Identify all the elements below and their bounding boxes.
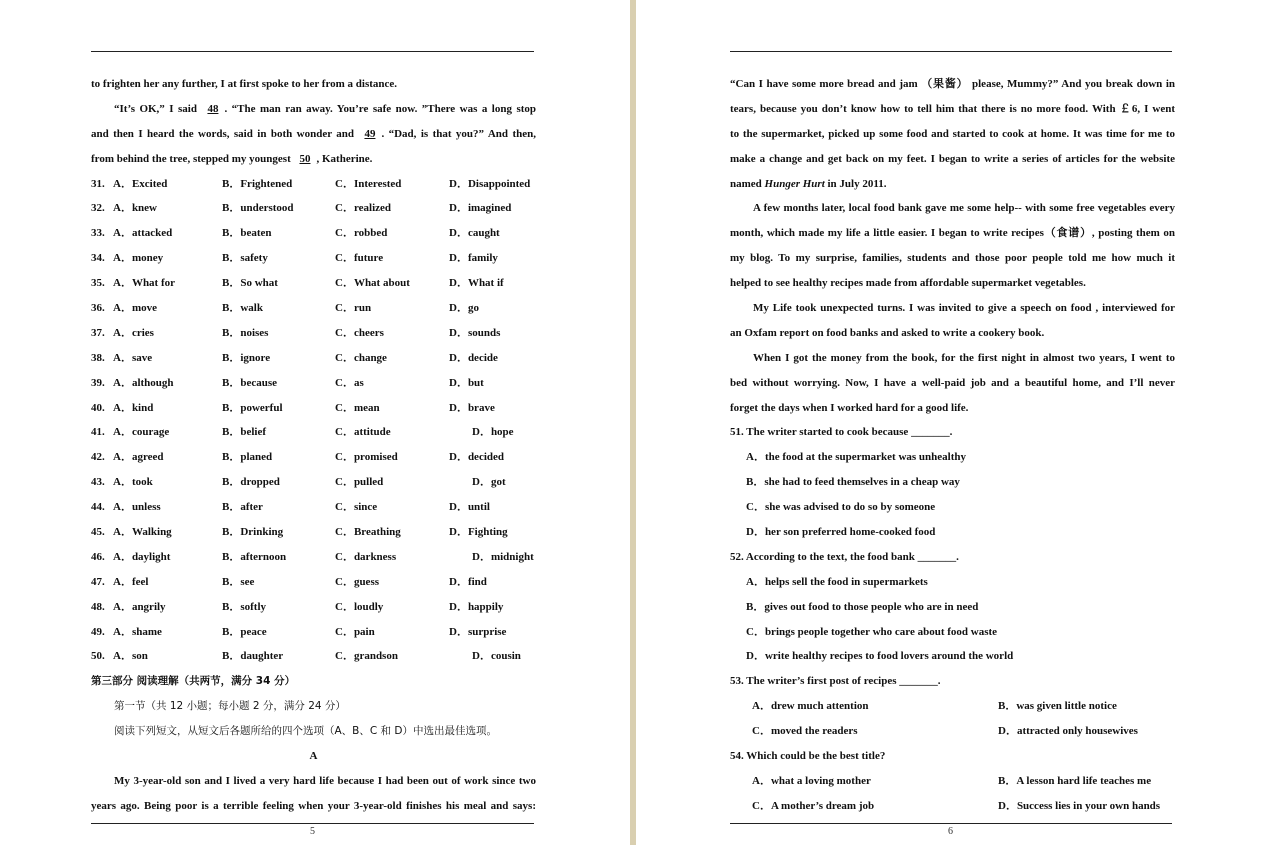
right-page-content (730, 72, 1175, 819)
question-row (91, 296, 536, 321)
option-a: A．Walking (113, 526, 172, 539)
option-d: D．but (449, 376, 484, 389)
option-d: D．got (472, 476, 506, 489)
text-line: month, which made my life a little easier. I began to write recipes（食谱）, posting them on (730, 227, 1175, 240)
option-b: B．safety (222, 252, 268, 265)
option-c: C．Interested (335, 177, 402, 190)
question-number: 40. (91, 401, 105, 414)
question-row (91, 271, 536, 296)
option: B．A lesson hard life teaches me (998, 774, 1152, 787)
option-c: C．robbed (335, 227, 388, 240)
option-a: A．son (113, 650, 148, 663)
question-row (91, 470, 536, 495)
option: A．what a loving mother (752, 774, 871, 787)
text-line: make a change and get back on my feet. I began to write a series of articles for the website (730, 152, 1175, 165)
option: B．she had to feed themselves in a cheap way (746, 476, 960, 489)
question-row (91, 644, 536, 669)
instruction: 阅读下列短文，从短文后各题所给的四个选项（A、B、C 和 D）中选出最佳选项。 (114, 725, 497, 738)
header-rule (91, 51, 534, 52)
option-c: C．mean (335, 401, 380, 414)
option-b: B．after (222, 501, 263, 514)
question-number: 48. (91, 600, 105, 613)
option-c: C．What about (335, 277, 410, 290)
option-c: C．loudly (335, 600, 384, 613)
question-51: 51. The writer started to cook because _______. (730, 426, 953, 439)
page-number: 5 (310, 826, 315, 837)
option-b: B．noises (222, 326, 269, 339)
option: C．moved the readers (752, 725, 858, 738)
option-b: B．ignore (222, 351, 271, 364)
option-d: D．brave (449, 401, 495, 414)
question-row (91, 495, 536, 520)
option-a: A．daylight (113, 550, 171, 563)
right-page (636, 0, 1263, 845)
option: B．gives out food to those people who are in need (746, 600, 979, 613)
option-c: C．darkness (335, 550, 397, 563)
option-a: A．although (113, 376, 174, 389)
option-a: A．move (113, 302, 157, 315)
question-number: 50. (91, 650, 105, 663)
option-b: B．daughter (222, 650, 284, 663)
text-line: “It’s OK,” I said 48 . “The man ran away. You’re safe now. ”There was a long stop (114, 102, 536, 115)
footer-rule (730, 823, 1172, 824)
option-a: A．What for (113, 277, 176, 290)
option: D．her son preferred home-cooked food (746, 526, 936, 539)
option-row (730, 694, 1175, 719)
question-row (91, 595, 536, 620)
question-number: 44. (91, 501, 105, 514)
question-number: 35. (91, 277, 105, 290)
option-c: C．attitude (335, 426, 391, 439)
question-row (91, 545, 536, 570)
option: C．she was advised to do so by someone (746, 501, 936, 514)
option-a: A．agreed (113, 451, 164, 464)
option-row (730, 769, 1175, 794)
text-line: an Oxfam report on food banks and asked to write a cookery book. (730, 326, 1045, 339)
option-a: A．courage (113, 426, 170, 439)
option-d: D．happily (449, 600, 504, 613)
question-number: 49. (91, 625, 105, 638)
option-b: B．planed (222, 451, 273, 464)
question-53-options (730, 694, 1175, 744)
question-number: 37. (91, 326, 105, 339)
option-a: A．attacked (113, 227, 173, 240)
option-row (730, 719, 1175, 744)
option-a: A．save (113, 351, 153, 364)
question-row (91, 570, 536, 595)
option-d: D．Disappointed (449, 177, 531, 190)
option-b: B．softly (222, 600, 266, 613)
cloze-options (91, 172, 536, 670)
question-row (91, 196, 536, 221)
option-b: B．because (222, 376, 277, 389)
text-line: A few months later, local food bank gave me some help-- with some free vegetables every (753, 202, 1175, 215)
option: A．drew much attention (752, 700, 869, 713)
option-a: A．cries (113, 326, 154, 339)
option-d: D．What if (449, 277, 504, 290)
left-page-content (91, 72, 536, 819)
option-c: C．since (335, 501, 378, 514)
question-number: 34. (91, 252, 105, 265)
option-d: D．decided (449, 451, 504, 464)
option-c: C．promised (335, 451, 398, 464)
text-line: my blog. To my surprise, families, students and those poor people told me how much it (730, 252, 1175, 265)
question-row (91, 346, 536, 371)
question-54: 54. Which could be the best title? (730, 750, 886, 763)
text-line: My Life took unexpected turns. I was invited to give a speech on food , interviewed for (753, 302, 1175, 315)
option-c: C．change (335, 351, 387, 364)
question-number: 32. (91, 202, 105, 215)
question-54-options (730, 769, 1175, 819)
question-number: 38. (91, 351, 105, 364)
option-c: C．realized (335, 202, 392, 215)
text-line: named Hunger Hurt in July 2011. (730, 177, 887, 190)
option-a: A．angrily (113, 600, 166, 613)
option: D．write healthy recipes to food lovers around the world (746, 650, 1014, 663)
question-row (91, 172, 536, 197)
option-a: A．shame (113, 625, 162, 638)
page-number: 6 (948, 826, 953, 837)
option-b: B．belief (222, 426, 266, 439)
text-line: forget the days when I worked hard for a good life. (730, 401, 969, 414)
option-d: D．cousin (472, 650, 521, 663)
footer-rule (91, 823, 534, 824)
question-row (91, 620, 536, 645)
question-row (91, 396, 536, 421)
option: D．Success lies in your own hands (998, 799, 1161, 812)
text-line: helped to see healthy recipes made from affordable supermarket vegetables. (730, 277, 1086, 290)
question-number: 39. (91, 376, 105, 389)
option-d: D．surprise (449, 625, 507, 638)
option-d: D．hope (472, 426, 514, 439)
option-c: C．pain (335, 625, 375, 638)
option-d: D．Fighting (449, 526, 508, 539)
option-a: A．unless (113, 501, 161, 514)
question-52: 52. According to the text, the food bank _______. (730, 550, 959, 563)
text-line: When I got the money from the book, for the first night in almost two years, I went to (753, 351, 1175, 364)
text-line: bed without worrying. Now, I have a well-paid job and a beautiful home, and I’ll never (730, 376, 1175, 389)
text-line: to frighten her any further, I at first spoke to her from a distance. (91, 78, 398, 90)
option-d: D．until (449, 501, 490, 514)
text-line: to the supermarket, picked up some food and started to cook at home. It was time for me to (730, 127, 1175, 140)
option-b: B．walk (222, 302, 263, 315)
option-d: D．family (449, 252, 498, 265)
option-b: B．Frightened (222, 177, 293, 190)
option-c: C．pulled (335, 476, 384, 489)
question-number: 46. (91, 550, 105, 563)
question-53: 53. The writer’s first post of recipes _______. (730, 675, 941, 688)
option-d: D．decide (449, 351, 498, 364)
passage-label: A (309, 750, 318, 763)
question-row (91, 371, 536, 396)
option-c: C．run (335, 302, 372, 315)
option: C．brings people together who care about food waste (746, 625, 998, 638)
text-line: years ago. Being poor is a terrible feeling when your 3-year-old finishes his meal and says: (91, 799, 536, 812)
text-line: My 3-year-old son and I lived a very hard life because I had been out of work since two (114, 774, 536, 787)
question-row (91, 420, 536, 445)
option-b: B．Drinking (222, 526, 284, 539)
left-page (0, 0, 630, 845)
option: B．was given little notice (998, 700, 1117, 713)
text-line: “Can I have some more bread and jam （果酱） please, Mummy?” And you break down in (730, 78, 1175, 90)
option: A．helps sell the food in supermarkets (746, 575, 928, 588)
text-line: from behind the tree, stepped my youngest 50 , Katherine. (91, 152, 373, 165)
question-number: 47. (91, 575, 105, 588)
question-row (91, 520, 536, 545)
option-b: B．peace (222, 625, 267, 638)
option: C．A mother’s dream job (752, 799, 875, 812)
question-52-options (730, 570, 1175, 670)
question-51-options (730, 445, 1175, 545)
option-a: A．feel (113, 575, 149, 588)
option-b: B．afternoon (222, 550, 287, 563)
part3-heading: 第三部分 阅读理解（共两节，满分 34 分） (91, 675, 296, 688)
question-number: 31. (91, 177, 105, 190)
option-b: B．powerful (222, 401, 283, 414)
option: A．the food at the supermarket was unhealthy (746, 451, 966, 464)
passage-lines (730, 72, 1175, 172)
question-number: 36. (91, 302, 105, 315)
option-d: D．sounds (449, 326, 501, 339)
option-c: C．cheers (335, 326, 384, 339)
option-b: B．see (222, 575, 255, 588)
option-b: B．understood (222, 202, 294, 215)
website-name: Hunger Hurt (764, 177, 825, 190)
option-d: D．caught (449, 227, 500, 240)
option-b: B．dropped (222, 476, 280, 489)
question-number: 43. (91, 476, 105, 489)
section1-heading: 第一节（共 12 小题；每小题 2 分，满分 24 分） (114, 700, 346, 713)
option-c: C．grandson (335, 650, 398, 663)
question-row (91, 445, 536, 470)
question-number: 45. (91, 526, 105, 539)
header-rule (730, 51, 1172, 52)
question-row (91, 321, 536, 346)
blank-49: 49 (364, 127, 376, 140)
question-number: 42. (91, 451, 105, 464)
blank-48: 48 (207, 102, 219, 115)
option: D．attracted only housewives (998, 725, 1138, 738)
blank-50: 50 (299, 152, 311, 165)
question-row (91, 221, 536, 246)
option-a: A．money (113, 252, 164, 265)
question-number: 41. (91, 426, 105, 439)
text-line: tears, because you don’t know how to tell him that there is no more food. With ￡6, I went (730, 102, 1175, 115)
option-d: D．go (449, 302, 479, 315)
option-d: D．find (449, 575, 487, 588)
option-a: A．knew (113, 202, 158, 215)
option-b: B．So what (222, 277, 278, 290)
option-a: A．took (113, 476, 153, 489)
option-c: C．future (335, 252, 384, 265)
option-b: B．beaten (222, 227, 272, 240)
option-d: D．midnight (472, 550, 534, 563)
option-c: C．as (335, 376, 364, 389)
option-c: C．Breathing (335, 526, 401, 539)
option-d: D．imagined (449, 202, 512, 215)
option-a: A．Excited (113, 177, 168, 190)
question-row (91, 246, 536, 271)
text-line: and then I heard the words, said in both wonder and 49 . “Dad, is that you?” And then, (91, 127, 536, 140)
passage-lines (730, 196, 1175, 420)
option-a: A．kind (113, 401, 154, 414)
option-row (730, 794, 1175, 819)
option-c: C．guess (335, 575, 380, 588)
question-number: 33. (91, 227, 105, 240)
